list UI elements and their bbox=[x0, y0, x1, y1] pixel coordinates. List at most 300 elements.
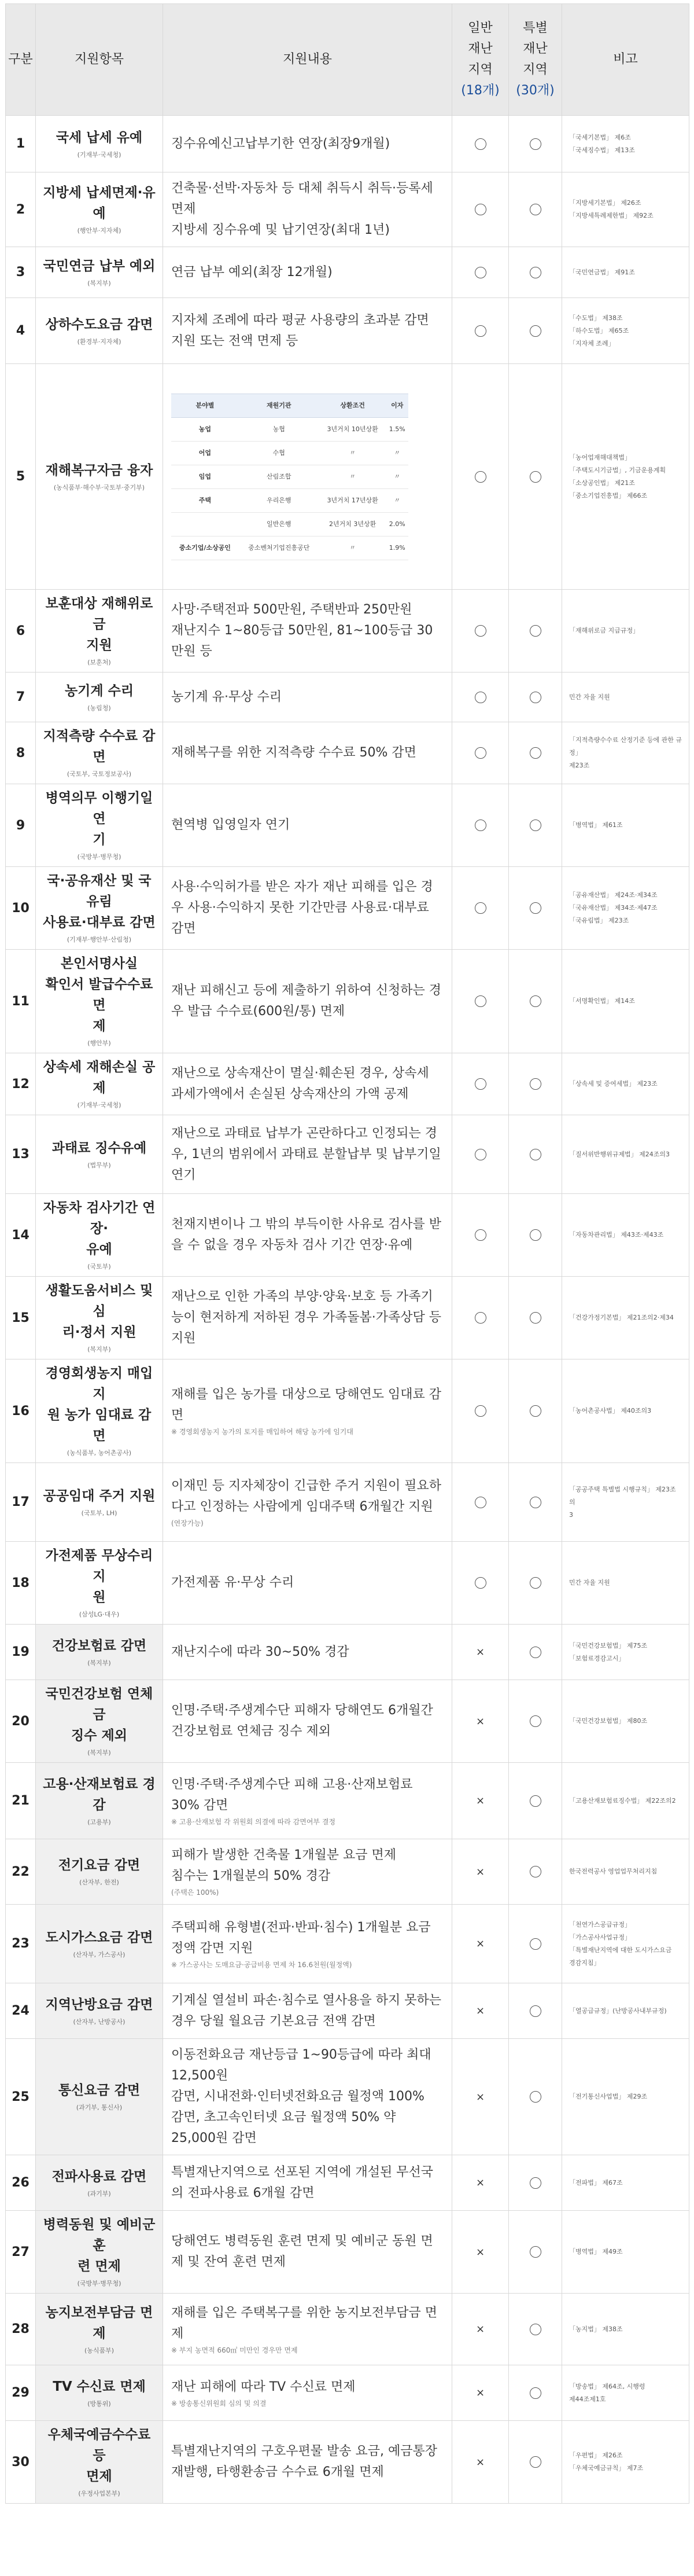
loan-cell: 3년거치 10년상환 bbox=[319, 417, 386, 441]
item-organization: (기재부·국세청) bbox=[77, 1101, 121, 1109]
item-cell bbox=[36, 590, 163, 673]
applicable-circle-icon bbox=[475, 625, 486, 637]
table-body bbox=[6, 116, 689, 2504]
table-row bbox=[6, 950, 689, 1053]
row-number: 21 bbox=[6, 1763, 36, 1839]
applicable-circle-icon bbox=[530, 747, 541, 759]
content-cell bbox=[163, 1905, 452, 1983]
loan-row bbox=[171, 465, 408, 488]
item-cell bbox=[36, 1680, 163, 1763]
general-region-cell bbox=[452, 2421, 509, 2504]
notes-cell bbox=[562, 1115, 689, 1194]
table-row bbox=[6, 722, 689, 784]
row-number: 29 bbox=[6, 2365, 36, 2421]
item-cell bbox=[36, 1983, 163, 2039]
general-region-cell bbox=[452, 590, 509, 673]
loan-cell: 〃 bbox=[319, 441, 386, 465]
applicable-circle-icon bbox=[475, 204, 486, 215]
loan-cell: 우리은행 bbox=[239, 488, 319, 512]
applicable-circle-icon bbox=[475, 1497, 486, 1508]
general-region-cell bbox=[452, 364, 509, 590]
content-cell bbox=[163, 590, 452, 673]
general-region-cell bbox=[452, 722, 509, 784]
legal-basis: 「지적측량수수료 산정기준 등에 관한 규정」 bbox=[569, 736, 682, 756]
applicable-circle-icon bbox=[530, 1405, 541, 1417]
applicable-circle-icon bbox=[530, 2005, 541, 2017]
content-cell bbox=[163, 1625, 452, 1680]
content-cell bbox=[163, 722, 452, 784]
loan-cell: 어업 bbox=[171, 441, 239, 465]
header-special-region bbox=[509, 4, 562, 116]
applicable-circle-icon bbox=[530, 1078, 541, 1090]
item-organization: (복지부) bbox=[87, 1659, 111, 1667]
content-line: 재난으로 인한 가족의 부양·양육·보호 등 가족기능이 현저하게 저하된 경우 가족돌봄·가족상담 등 지원 bbox=[171, 1289, 442, 1346]
item-organization: (산자부, 한전) bbox=[79, 1879, 119, 1886]
notes-cell bbox=[562, 1905, 689, 1983]
item-name: 고용·산재보험료 경감 bbox=[43, 1776, 156, 1813]
content-note: ※ 방송통신위원회 심의 및 의결 bbox=[171, 2399, 267, 2408]
item-name: 징수 제외 bbox=[71, 1728, 127, 1743]
general-region-cell bbox=[452, 673, 509, 722]
loan-cell: 〃 bbox=[386, 441, 408, 465]
table-row bbox=[6, 590, 689, 673]
table-row bbox=[6, 1983, 689, 2039]
row-number: 13 bbox=[6, 1115, 36, 1194]
general-region-cell bbox=[452, 116, 509, 172]
row-number: 7 bbox=[6, 673, 36, 722]
legal-basis: 「공공주택 특별법 시행규칙」 제23조의 bbox=[569, 1485, 676, 1506]
legal-basis: 「병역법」 제61조 bbox=[569, 821, 623, 829]
notes-cell bbox=[562, 247, 689, 298]
applicable-circle-icon bbox=[530, 1577, 541, 1589]
notes-cell bbox=[562, 1839, 689, 1905]
item-cell bbox=[36, 2155, 163, 2211]
content-cell bbox=[163, 1115, 452, 1194]
content-line: 이동전화요금 재난등급 1~90등급에 따라 최대 12,500원 bbox=[171, 2048, 431, 2083]
content-line: 주택피해 유형별(전파·반파·침수) 1개월분 요금 정액 감면 지원 bbox=[171, 1920, 431, 1956]
item-organization: (환경부·지자체) bbox=[77, 337, 121, 346]
item-cell bbox=[36, 867, 163, 950]
item-name: 지원 bbox=[86, 638, 112, 653]
legal-basis: 「농어촌공사법」 제40조의3 bbox=[569, 1407, 652, 1414]
legal-basis: 3 bbox=[569, 1511, 573, 1519]
content-note: ※ 경영회생농지 농가의 토지를 매입하여 해당 농가에 임기대 bbox=[171, 1428, 353, 1436]
general-region-cell bbox=[452, 1625, 509, 1680]
row-number: 22 bbox=[6, 1839, 36, 1905]
table-row bbox=[6, 1905, 689, 1983]
special-region-cell bbox=[509, 1277, 562, 1359]
general-region-cell bbox=[452, 867, 509, 950]
applicable-circle-icon bbox=[475, 1229, 486, 1241]
legal-basis: 「하수도법」 제65조 bbox=[569, 326, 629, 335]
item-cell bbox=[36, 2039, 163, 2155]
header-row bbox=[6, 4, 689, 116]
item-name: 면제 bbox=[86, 2469, 112, 2484]
notes-cell bbox=[562, 2294, 689, 2365]
table-row bbox=[6, 2039, 689, 2155]
applicable-circle-icon bbox=[530, 1497, 541, 1508]
applicable-circle-icon bbox=[530, 2456, 541, 2468]
applicable-circle-icon bbox=[475, 267, 486, 278]
legal-basis: 민간 자율 지원 bbox=[569, 1579, 610, 1586]
loan-cell bbox=[171, 512, 239, 536]
item-organization: (농식품부) bbox=[84, 2346, 115, 2354]
applicable-circle-icon bbox=[530, 2177, 541, 2189]
general-region-cell bbox=[452, 1359, 509, 1463]
item-organization: (법무부) bbox=[87, 1161, 111, 1169]
item-organization: (산자부, 가스공사) bbox=[73, 1950, 125, 1958]
notes-cell bbox=[562, 1463, 689, 1542]
general-region-cell bbox=[452, 2211, 509, 2294]
applicable-circle-icon bbox=[530, 1795, 541, 1807]
item-name: 재해복구자금 융자 bbox=[45, 462, 153, 478]
row-number: 4 bbox=[6, 298, 36, 364]
applicable-circle-icon bbox=[530, 820, 541, 831]
item-cell bbox=[36, 950, 163, 1053]
row-number: 26 bbox=[6, 2155, 36, 2211]
item-organization: (고용부) bbox=[87, 1818, 111, 1826]
content-cell bbox=[163, 1277, 452, 1359]
special-region-cell bbox=[509, 247, 562, 298]
content-line: 재난으로 상속재산이 멸실·훼손된 경우, 상속세 과세가액에서 손실된 상속재산의 가액 공제 bbox=[171, 1066, 429, 1101]
item-name: 상속세 재해손실 공제 bbox=[43, 1060, 156, 1096]
item-cell bbox=[36, 298, 163, 364]
special-region-cell bbox=[509, 364, 562, 590]
loan-row bbox=[171, 417, 408, 441]
content-cell bbox=[163, 298, 452, 364]
row-number: 3 bbox=[6, 247, 36, 298]
table-row bbox=[6, 1115, 689, 1194]
content-cell bbox=[163, 784, 452, 867]
legal-basis: 「농어업재해대책법」 bbox=[569, 453, 632, 461]
item-name: 국민연금 납부 예외 bbox=[43, 258, 156, 274]
not-applicable-x-icon: × bbox=[475, 1938, 485, 1950]
content-cell bbox=[163, 2211, 452, 2294]
content-cell bbox=[163, 867, 452, 950]
row-number: 17 bbox=[6, 1463, 36, 1542]
item-name: 자동차 검사기간 연장· bbox=[43, 1200, 156, 1236]
item-name: 건강보험료 감면 bbox=[51, 1638, 147, 1653]
special-region-cell bbox=[509, 2211, 562, 2294]
item-name: 기 bbox=[93, 832, 106, 847]
general-region-cell bbox=[452, 1277, 509, 1359]
content-line: 재난 피해에 따라 TV 수신료 면제 bbox=[171, 2379, 356, 2394]
special-region-cell bbox=[509, 298, 562, 364]
item-cell bbox=[36, 364, 163, 590]
applicable-circle-icon bbox=[475, 995, 486, 1007]
legal-basis: 경감지침」 bbox=[569, 1958, 600, 1967]
item-cell bbox=[36, 2294, 163, 2365]
content-line: 연금 납부 예외(최장 12개월) bbox=[171, 264, 333, 280]
content-line: 재난 피해신고 등에 제출하기 위하여 신청하는 경우 발급 수수료(600원/통) 면제 bbox=[171, 983, 442, 1019]
applicable-circle-icon bbox=[475, 1149, 486, 1160]
item-organization: (우정사업본부) bbox=[78, 2490, 120, 2497]
content-note: (주택은 100%) bbox=[171, 1888, 219, 1897]
item-name: 본인서명사실 bbox=[60, 956, 138, 971]
not-applicable-x-icon: × bbox=[475, 2005, 485, 2017]
notes-cell bbox=[562, 2039, 689, 2155]
general-region-cell bbox=[452, 1542, 509, 1625]
special-region-cell bbox=[509, 2365, 562, 2421]
general-region-cell bbox=[452, 247, 509, 298]
item-cell bbox=[36, 673, 163, 722]
general-region-cell bbox=[452, 1983, 509, 2039]
content-cell bbox=[163, 364, 452, 590]
general-region-cell bbox=[452, 950, 509, 1053]
loan-header-cell: 상환조건 bbox=[319, 394, 386, 417]
item-organization: (농식품부, 농어촌공사) bbox=[67, 1449, 132, 1457]
table-row bbox=[6, 2211, 689, 2294]
table-row bbox=[6, 1277, 689, 1359]
row-number: 27 bbox=[6, 2211, 36, 2294]
row-number: 11 bbox=[6, 950, 36, 1053]
special-region-cell bbox=[509, 172, 562, 247]
content-line: 재해를 입은 주택복구를 위한 농지보전부담금 면제 bbox=[171, 2305, 438, 2341]
applicable-circle-icon bbox=[530, 1229, 541, 1241]
not-applicable-x-icon: × bbox=[475, 1646, 485, 1658]
table-row bbox=[6, 2294, 689, 2365]
item-name: 국세 납세 유예 bbox=[56, 130, 143, 145]
item-cell bbox=[36, 1839, 163, 1905]
item-organization: (농림청) bbox=[87, 704, 111, 712]
general-region-cell bbox=[452, 2365, 509, 2421]
notes-cell bbox=[562, 1763, 689, 1839]
applicable-circle-icon bbox=[530, 325, 541, 337]
legal-basis: 「상속세 및 증여세법」 제23조 bbox=[569, 1080, 658, 1087]
applicable-circle-icon bbox=[530, 1647, 541, 1658]
notes-cell bbox=[562, 1277, 689, 1359]
content-line: 재난으로 과태료 납부가 곤란하다고 인정되는 경우, 1년의 범위에서 과태료 분할납부 및 납부기일 연기 bbox=[171, 1126, 441, 1182]
applicable-circle-icon bbox=[475, 1312, 486, 1324]
notes-cell bbox=[562, 1194, 689, 1277]
general-region-cell bbox=[452, 2294, 509, 2365]
content-cell bbox=[163, 2155, 452, 2211]
content-line: 이재민 등 지자체장이 긴급한 주거 지원이 필요하다고 인정하는 사람에게 임대주택 6개월간 지원 bbox=[171, 1478, 442, 1514]
table-row bbox=[6, 247, 689, 298]
item-name: 생활도움서비스 및 심 bbox=[45, 1283, 153, 1319]
item-name: 원 bbox=[93, 1590, 106, 1605]
content-cell bbox=[163, 1053, 452, 1115]
row-number: 10 bbox=[6, 867, 36, 950]
loan-cell: 〃 bbox=[386, 465, 408, 488]
loan-cell: 농협 bbox=[239, 417, 319, 441]
applicable-circle-icon bbox=[530, 267, 541, 278]
loan-header-row bbox=[171, 394, 408, 417]
applicable-circle-icon bbox=[530, 902, 541, 914]
item-name: 공공임대 주거 지원 bbox=[43, 1488, 156, 1504]
content-line: 특별재난지역의 구호우편물 발송 요금, 예금통장 재발행, 타행환송금 수수료 6개월 면제 bbox=[171, 2444, 438, 2479]
item-name: 확인서 발급수수료 면 bbox=[45, 977, 153, 1013]
content-cell bbox=[163, 1542, 452, 1625]
general-region-cell bbox=[452, 2039, 509, 2155]
legal-basis: 「국유재산법」 제34조·제47조 bbox=[569, 904, 658, 912]
table-row bbox=[6, 1053, 689, 1115]
content-line: 지자체 조례에 따라 평균 사용량의 초과분 감면 bbox=[171, 313, 429, 328]
legal-basis: 「농지법」 제38조 bbox=[569, 2325, 623, 2333]
loan-header-cell: 이자 bbox=[386, 394, 408, 417]
special-region-cell bbox=[509, 722, 562, 784]
legal-basis: 「우체국예금규칙」 제7조 bbox=[569, 2464, 644, 2472]
item-name: 가전제품 무상수리 지 bbox=[45, 1548, 153, 1584]
not-applicable-x-icon: × bbox=[475, 2090, 485, 2103]
loan-cell: 산림조합 bbox=[239, 465, 319, 488]
table-row bbox=[6, 1194, 689, 1277]
item-organization: (행안부) bbox=[87, 1039, 111, 1047]
general-region-cell bbox=[452, 784, 509, 867]
loan-header-cell: 분야별 bbox=[171, 394, 239, 417]
legal-basis: 제23조 bbox=[569, 762, 590, 769]
content-cell bbox=[163, 2421, 452, 2504]
applicable-circle-icon bbox=[475, 902, 486, 914]
content-line: 피해가 발생한 건축물 1개월분 요금 면제 bbox=[171, 1848, 396, 1862]
loan-cell: 3년거치 17년상환 bbox=[319, 488, 386, 512]
content-line: 인명·주택·주생계수단 피해 고용·산재보험료 30% 감면 bbox=[171, 1777, 413, 1813]
legal-basis: 「천연가스공급규정」 bbox=[569, 1920, 632, 1928]
special-region-cell bbox=[509, 673, 562, 722]
not-applicable-x-icon: × bbox=[475, 2387, 485, 2399]
item-name: 사용료·대부료 감면 bbox=[43, 915, 156, 930]
content-line: 인명·주택·주생계수단 피해자 당해연도 6개월간 건강보험료 연체금 징수 제외 bbox=[171, 1703, 433, 1739]
not-applicable-x-icon: × bbox=[475, 1715, 485, 1728]
content-cell bbox=[163, 1763, 452, 1839]
legal-basis: 「국세징수법」 제13조 bbox=[569, 146, 635, 154]
content-line: 가전제품 유·무상 수리 bbox=[171, 1575, 294, 1590]
applicable-circle-icon bbox=[530, 1312, 541, 1324]
content-note: ※ 고용·산재보험 각 위원회 의결에 따라 감면여부 결정 bbox=[171, 1817, 336, 1826]
general-region-cell bbox=[452, 1680, 509, 1763]
content-cell bbox=[163, 2039, 452, 2155]
row-number: 23 bbox=[6, 1905, 36, 1983]
content-line: 징수유예신고납부기한 연장(최장9개월) bbox=[171, 136, 390, 151]
loan-terms-table bbox=[171, 394, 408, 560]
content-line: 특별재난지역으로 선포된 지역에 개설된 무선국의 전파사용료 6개월 감면 bbox=[171, 2165, 434, 2200]
item-organization: (기재부·행안부·산림청) bbox=[67, 936, 132, 943]
special-region-cell bbox=[509, 2294, 562, 2365]
row-number: 28 bbox=[6, 2294, 36, 2365]
notes-cell bbox=[562, 298, 689, 364]
content-note: ※ 가스공사는 도매요금·공급비용 면제 차 16.6천원(월정액) bbox=[171, 1960, 352, 1969]
loan-header-cell: 재원기관 bbox=[239, 394, 319, 417]
applicable-circle-icon bbox=[530, 471, 541, 483]
content-cell bbox=[163, 247, 452, 298]
item-cell bbox=[36, 784, 163, 867]
item-name: 제 bbox=[93, 1019, 106, 1034]
table-row bbox=[6, 1359, 689, 1463]
table-row bbox=[6, 1625, 689, 1680]
item-cell bbox=[36, 2211, 163, 2294]
item-cell bbox=[36, 1194, 163, 1277]
legal-basis: 「지방세기본법」 제26조 bbox=[569, 199, 641, 207]
content-line: 재해복구를 위한 지적측량 수수료 50% 감면 bbox=[171, 745, 416, 760]
general-region-cell bbox=[452, 1463, 509, 1542]
special-region-cell bbox=[509, 867, 562, 950]
applicable-circle-icon bbox=[530, 2246, 541, 2258]
legal-basis: 「공유재산법」 제24조·제34조 bbox=[569, 891, 658, 899]
legal-basis: 「보험료경감고시」 bbox=[569, 1654, 625, 1662]
content-cell bbox=[163, 1839, 452, 1905]
table-row bbox=[6, 1463, 689, 1542]
item-cell bbox=[36, 2365, 163, 2421]
item-cell bbox=[36, 1277, 163, 1359]
item-name: 련 면제 bbox=[77, 2259, 121, 2274]
general-region-cell bbox=[452, 1905, 509, 1983]
item-name: 지역난방요금 감면 bbox=[45, 1997, 153, 2012]
item-name: 보훈대상 재해위로금 bbox=[45, 596, 153, 632]
item-cell bbox=[36, 1359, 163, 1463]
loan-cell: 〃 bbox=[319, 465, 386, 488]
not-applicable-x-icon: × bbox=[475, 1865, 485, 1878]
table-row bbox=[6, 1839, 689, 1905]
special-region-cell bbox=[509, 784, 562, 867]
legal-basis: 민간 자율 지원 bbox=[569, 693, 610, 701]
content-line: 감면, 초고속인터넷 요금 월정액 50% 약 25,000원 감면 bbox=[171, 2110, 396, 2145]
special-region-cell bbox=[509, 1194, 562, 1277]
legal-basis: 「특별재난지역에 대한 도시가스요금 bbox=[569, 1946, 672, 1954]
legal-basis: 「주택도시기금법」, 기금운용계획 bbox=[569, 466, 666, 474]
general-region-cell bbox=[452, 172, 509, 247]
item-name: TV 수신료 면제 bbox=[53, 2379, 146, 2394]
loan-cell: 일반은행 bbox=[239, 512, 319, 536]
item-cell bbox=[36, 116, 163, 172]
item-cell bbox=[36, 1763, 163, 1839]
legal-basis: 「가스공사사업규정」 bbox=[569, 1933, 632, 1941]
legal-basis: 「국유림법」 제23조 bbox=[569, 917, 629, 924]
item-cell bbox=[36, 1053, 163, 1115]
applicable-circle-icon bbox=[475, 820, 486, 831]
notes-cell bbox=[562, 784, 689, 867]
special-region-cell bbox=[509, 1839, 562, 1905]
content-line: 지방세 징수유예 및 납기연장(최대 1년) bbox=[171, 223, 390, 237]
loan-cell: 주택 bbox=[171, 488, 239, 512]
table-row bbox=[6, 298, 689, 364]
table-row bbox=[6, 867, 689, 950]
general-region-cell bbox=[452, 298, 509, 364]
legal-basis: 「자동차관리법」 제43조·제43조 bbox=[569, 1231, 664, 1239]
special-region-cell bbox=[509, 1463, 562, 1542]
header-item: 지원항목 bbox=[36, 4, 163, 116]
item-organization: (산자부, 난방공사) bbox=[73, 2018, 125, 2026]
special-region-cell bbox=[509, 590, 562, 673]
special-region-cell bbox=[509, 1115, 562, 1194]
applicable-circle-icon bbox=[530, 625, 541, 637]
item-cell bbox=[36, 1625, 163, 1680]
item-cell bbox=[36, 1463, 163, 1542]
special-region-cell bbox=[509, 2155, 562, 2211]
item-organization: (농식품부·해수부·국토부·중기부) bbox=[53, 483, 145, 491]
header-special-line: 재난 bbox=[523, 42, 548, 56]
applicable-circle-icon bbox=[530, 995, 541, 1007]
item-name: 통신요금 감면 bbox=[58, 2083, 141, 2098]
item-cell bbox=[36, 1542, 163, 1625]
special-region-cell bbox=[509, 1983, 562, 2039]
row-number: 16 bbox=[6, 1359, 36, 1463]
special-region-cell bbox=[509, 1625, 562, 1680]
legal-basis: 「중소기업진흥법」 제66조 bbox=[569, 491, 648, 499]
content-line: 기계실 열설비 파손·침수로 열사용을 하지 못하는 경우 당월 월요금 기본요금 전액 감면 bbox=[171, 1993, 442, 2029]
row-number: 24 bbox=[6, 1983, 36, 2039]
loan-cell: 임업 bbox=[171, 465, 239, 488]
notes-cell bbox=[562, 2155, 689, 2211]
table-row bbox=[6, 2421, 689, 2504]
header-general-region bbox=[452, 4, 509, 116]
legal-basis: 「질서위반행위규제법」 제24조의3 bbox=[569, 1150, 670, 1158]
table-row bbox=[6, 2365, 689, 2421]
content-line: 현역병 입영일자 연기 bbox=[171, 818, 290, 832]
general-region-cell bbox=[452, 1115, 509, 1194]
item-organization: (국방부·병무청) bbox=[77, 853, 121, 861]
row-number: 20 bbox=[6, 1680, 36, 1763]
legal-basis: 「병역법」 제49조 bbox=[569, 2248, 623, 2255]
